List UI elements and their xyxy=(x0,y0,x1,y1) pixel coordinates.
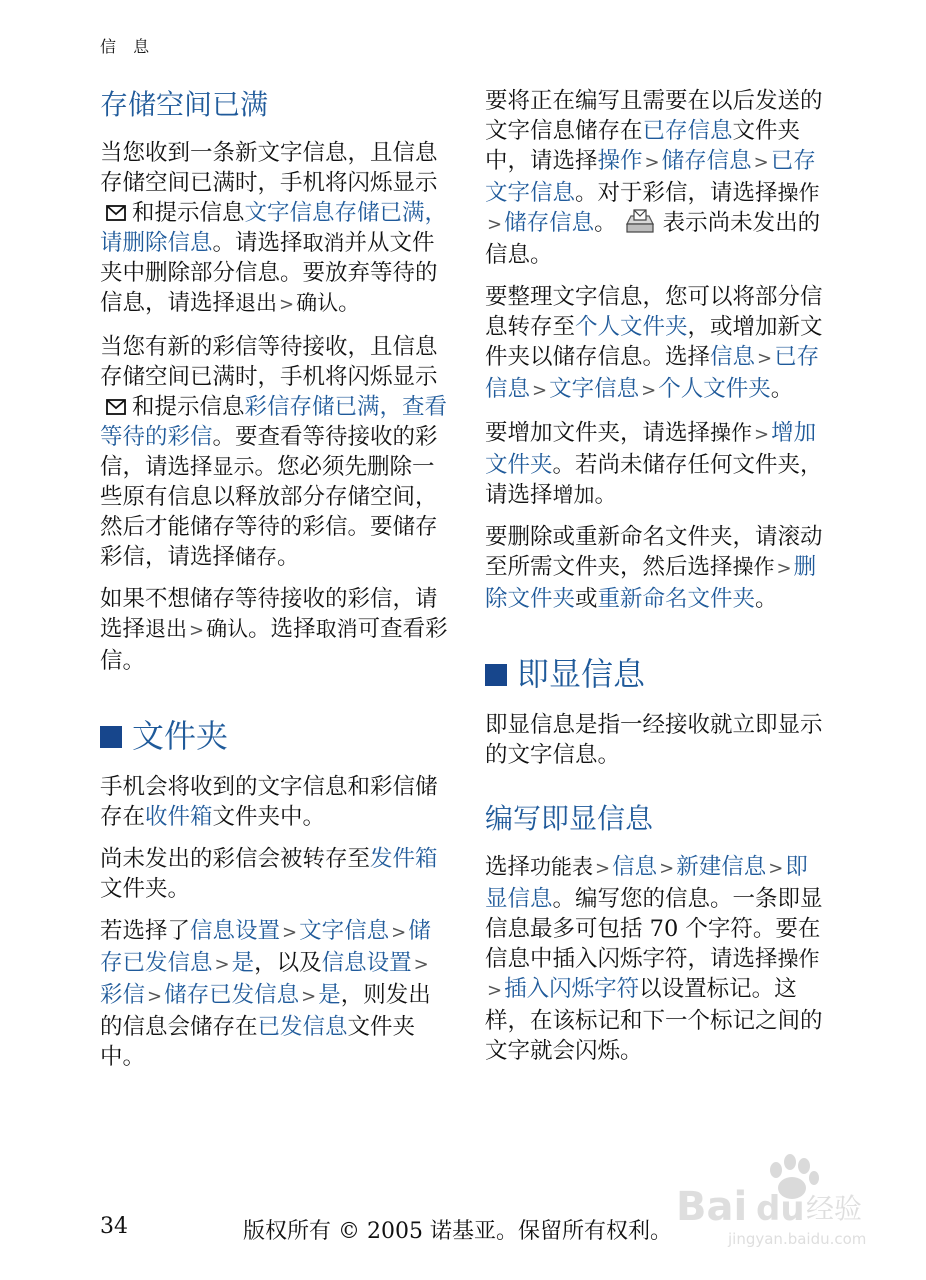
text: 当您收到一条新文字信息，且信息存储空间已满时，手机将闪烁显示 xyxy=(100,140,438,196)
path-separator: > xyxy=(279,294,295,315)
menu-sent-items: 已发信息 xyxy=(257,1014,348,1040)
path-separator: > xyxy=(413,954,429,975)
menu-saved-items: 已存信息 xyxy=(642,118,733,144)
text: 表示尚未发出的信息。 xyxy=(485,210,821,268)
text: 要整理文字信息，您可以将部分信息转存至 xyxy=(485,284,823,340)
menu-message-settings: 信息设置 xyxy=(190,918,281,944)
path-separator: > xyxy=(641,380,657,401)
paragraph-inbox xyxy=(100,772,452,832)
text: 手机会将收到的文字信息和彩信储存在 xyxy=(100,774,438,830)
unsent-tray-icon xyxy=(625,208,655,234)
key-exit: 退出 xyxy=(235,291,278,315)
path-separator: > xyxy=(301,986,317,1007)
text: 。要查看等待接收的彩信，请选择 xyxy=(100,424,438,480)
text: 要删除或重新命名文件夹，请滚动至所需文件夹，然后选择 xyxy=(485,524,823,580)
paragraph-mms-decline xyxy=(100,584,452,676)
text: 尚未发出的彩信会被转存至 xyxy=(100,846,371,872)
key-confirm: 确认 xyxy=(296,291,339,315)
key-options: 操作 xyxy=(777,947,820,971)
baidu-jingyan-watermark-logo xyxy=(668,1148,878,1248)
menu-yes: 是 xyxy=(318,982,341,1008)
text: ，则发出的信息会储存在 xyxy=(100,982,431,1040)
page-number: 34 xyxy=(100,1214,128,1239)
paragraph-add-folder xyxy=(485,418,830,510)
menu-save-message: 储存信息 xyxy=(504,210,595,236)
key-add: 增加 xyxy=(552,483,595,507)
svg-text:经验: 经验 xyxy=(806,1192,863,1225)
text: 。 xyxy=(277,544,300,570)
path-separator: > xyxy=(214,954,230,975)
key-cancel: 取消 xyxy=(302,231,345,255)
menu-messages: 信息 xyxy=(710,344,756,370)
heading-storage-full: 存储空间已满 xyxy=(100,88,269,121)
heading-write-flash-message: 编写即显信息 xyxy=(485,802,654,835)
key-cancel: 取消 xyxy=(315,617,358,641)
text: 文件夹。 xyxy=(100,876,191,902)
menu-save-sent: 储存已发信息 xyxy=(164,982,300,1008)
key-options: 操作 xyxy=(710,421,753,445)
menu-save-sent: 储存已发信息 xyxy=(100,918,431,976)
path-separator: > xyxy=(776,558,792,579)
text: ，以及 xyxy=(254,950,322,976)
text: 文件夹中。 xyxy=(100,1014,416,1070)
menu-insert-blinking-char: 插入闪烁字符 xyxy=(504,976,640,1002)
menu-save-message: 储存信息 xyxy=(661,148,752,174)
paragraph-outbox xyxy=(100,844,452,904)
path-separator: > xyxy=(757,348,773,369)
menu-options: 操作 xyxy=(597,148,643,174)
key-show: 显示 xyxy=(212,455,255,479)
menu-my-folders: 个人文件夹 xyxy=(658,376,771,402)
text: 若选择了 xyxy=(100,918,191,944)
key-confirm: 确认 xyxy=(206,617,249,641)
text: 。 xyxy=(770,376,794,402)
path-separator: > xyxy=(532,380,548,401)
key-options: 操作 xyxy=(777,181,820,205)
menu-create-message: 新建信息 xyxy=(676,854,767,880)
heading-folders xyxy=(100,714,452,758)
menu-saved-text-messages: 已存文字信息 xyxy=(485,148,816,206)
text: 当您有新的彩信等待接收，且信息存储空间已满时，手机将闪烁显示 xyxy=(100,334,438,390)
menu-inbox: 收件箱 xyxy=(145,804,213,830)
menu-add-folder: 增加文件夹 xyxy=(485,420,817,478)
running-header: 信 息 xyxy=(100,37,156,56)
paragraph-delete-rename-folder xyxy=(485,522,830,614)
text: 。 xyxy=(594,210,617,236)
section-square-icon xyxy=(485,664,507,686)
menu-rename-folder: 重新命名文件夹 xyxy=(597,586,756,612)
menu-saved-items: 已存信息 xyxy=(485,344,820,402)
menu-message-settings: 信息设置 xyxy=(321,950,412,976)
path-separator: > xyxy=(147,986,163,1007)
text: 和提示信息 xyxy=(132,394,245,420)
menu-text-messages: 文字信息 xyxy=(549,376,640,402)
text: 。 xyxy=(338,290,361,316)
path-separator: > xyxy=(282,922,298,943)
menu-text-messages: 文字信息 xyxy=(299,918,390,944)
menu-yes: 是 xyxy=(231,950,255,976)
copyright-line: 版权所有 © 2005 诺基亚。保留所有权利。 xyxy=(243,1219,672,1244)
text: 要增加文件夹，请选择 xyxy=(485,420,711,446)
svg-text:du: du xyxy=(756,1189,805,1229)
envelope-icon xyxy=(106,399,126,415)
menu-outbox: 发件箱 xyxy=(370,846,438,872)
paragraph-mms-full xyxy=(100,332,452,572)
right-column xyxy=(485,86,830,1078)
text: 或 xyxy=(575,586,598,612)
text: 并从文件夹中删除部分信息。要放弃等待的信息，请选择 xyxy=(100,230,438,316)
text: 。对于彩信，请选择 xyxy=(575,180,778,206)
path-separator: > xyxy=(659,858,675,879)
path-separator: > xyxy=(754,424,770,445)
path-separator: > xyxy=(768,858,784,879)
path-separator: > xyxy=(595,858,611,879)
key-menu: 功能表 xyxy=(530,855,594,879)
text: ，或增加新文件夹以储存信息。选择 xyxy=(485,314,823,370)
text: 。选择 xyxy=(248,616,316,642)
svg-text:jingyan.baidu.com: jingyan.baidu.com xyxy=(728,1230,867,1248)
key-options: 操作 xyxy=(732,555,775,579)
text: 要将正在编写且需要在以后发送的文字信息储存在 xyxy=(485,88,823,144)
text: 如果不想储存等待接收的彩信，请选择 xyxy=(100,586,438,642)
text: 。请选择 xyxy=(212,230,303,256)
text: 文件夹中。 xyxy=(212,804,326,830)
path-separator: > xyxy=(487,214,503,235)
prompt-text-sms-full: 文字信息存储已满，请删除信息 xyxy=(100,200,448,256)
heading-text: 文件夹 xyxy=(132,717,229,755)
path-separator: > xyxy=(753,152,769,173)
paragraph-my-folders xyxy=(485,282,830,406)
path-separator: > xyxy=(189,620,205,641)
menu-mms: 彩信 xyxy=(100,982,146,1008)
text: 选择 xyxy=(485,854,531,880)
text: 。若尚未储存任何文件夹，请选择 xyxy=(485,452,823,508)
menu-flash-message: 即显信息 xyxy=(485,854,808,912)
paragraph-flash-definition: 即显信息是指一经接收就立即显示的文字信息。 xyxy=(485,712,823,768)
section-square-icon xyxy=(100,726,122,748)
paragraph-saved-items xyxy=(485,86,830,270)
text: 。 xyxy=(755,586,778,612)
menu-messages: 信息 xyxy=(612,854,658,880)
text: 可查看彩信。 xyxy=(100,616,448,674)
envelope-icon xyxy=(106,205,126,221)
path-separator: > xyxy=(391,922,407,943)
svg-text:Bai: Bai xyxy=(676,1184,748,1230)
path-separator: > xyxy=(644,152,660,173)
text: 文件夹中，请选择 xyxy=(485,118,801,174)
heading-text: 即显信息 xyxy=(517,655,646,693)
left-column xyxy=(100,86,452,1084)
text: 。您必须先删除一些原有信息以释放部分存储空间，然后才能储存等待的彩信。要储存彩信，请选择 xyxy=(100,454,438,570)
key-save: 储存 xyxy=(235,545,278,569)
text: 和提示信息 xyxy=(132,200,245,226)
path-separator: > xyxy=(487,980,503,1001)
menu-delete-folder: 删除文件夹 xyxy=(485,554,817,612)
text: 。 xyxy=(594,482,618,508)
heading-flash-messages xyxy=(485,652,830,696)
text: 以设置标记。这样，在该标记和下一个标记之间的文字就会闪烁。 xyxy=(485,976,823,1064)
menu-my-folders: 个人文件夹 xyxy=(575,314,688,340)
paragraph-write-flash xyxy=(485,852,830,1066)
key-exit: 退出 xyxy=(145,617,188,641)
paragraph-sent-items xyxy=(100,916,452,1072)
text: 。编写您的信息。一条即显信息最多可包括 70 个字符。要在信息中插入闪烁字符，请选择 xyxy=(485,886,823,972)
prompt-text-mms-full: 彩信存储已满，查看等待的彩信 xyxy=(100,394,448,450)
paragraph-sms-full xyxy=(100,138,452,320)
